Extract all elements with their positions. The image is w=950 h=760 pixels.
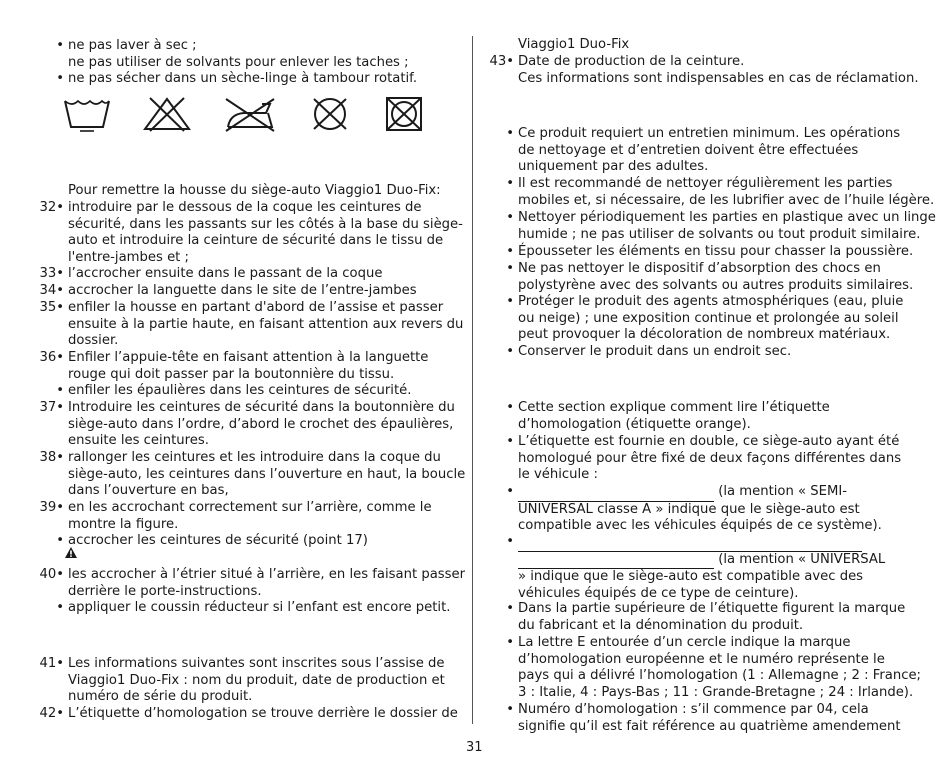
list-item: • L’étiquette est fournie en double, ce siège-auto ayant été homologué pour être fixé de deux façons différentes dans le véhicule : <box>506 434 902 483</box>
semi-universal-item: • (la mention « SEMI- UNIVERSAL classe A » indique que le siège-auto est compatible avec les véhicules équipés de ce système). <box>506 484 882 534</box>
list-item: • Cette section explique comment lire l’étiquette d’homologation (étiquette orange). <box>506 400 830 432</box>
no-dry-clean-icon <box>308 96 352 132</box>
list-item: • ne pas laver à sec ; ne pas utiliser de solvants pour enlever les taches ; <box>56 38 409 70</box>
no-tumble-dry-icon <box>382 96 426 132</box>
step-43: 43• Date de production de la ceinture. Ces informations sont indispensables en cas de réclamation. <box>489 54 919 86</box>
list-item: • La lettre E entourée d’un cercle indique la marque d’homologation européenne et le numéro représente le pays qui a délivré l’homologation (1 : Allemagne ; 2 : France; 3 : Italie, 4 : Pays-Bas ; 11 : Grande-Bretagne ; 24 : Irlande). <box>506 635 921 700</box>
list-item: • Ce produit requiert un entretien minimum. Les opérations de nettoyage et d’entretien doivent être effectuées uniquement par des adultes. <box>506 126 901 175</box>
no-bleach-icon <box>142 96 192 132</box>
step-40: 40• les accrocher à l’étrier situé à l’arrière, en les faisant passer derrière le porte-instructions. <box>39 567 466 599</box>
list-item: • Dans la partie supérieure de l’étiquette figurent la marque du fabricant et la dénomination du produit. <box>506 601 906 633</box>
step-32: 32• introduire par le dessous de la coque les ceintures de sécurité, dans les passants sur les côtés à la base du siège- auto et introduire la ceinture de sécurité dans le tissu de l'entre-jambes et ; <box>39 200 463 265</box>
step-33: 33• l’accrocher ensuite dans le passant de la coque <box>39 266 383 281</box>
blank-line <box>518 534 862 552</box>
blank-line <box>518 552 714 570</box>
list-item: • Épousseter les éléments en tissu pour chasser la poussière. <box>506 244 914 259</box>
step-40b: • appliquer le coussin réducteur si l’enfant est encore petit. <box>56 600 451 615</box>
column-divider <box>472 36 473 724</box>
step-36b: • enfiler les épaulières dans les ceintures de sécurité. <box>56 383 412 398</box>
step-35: 35• enfiler la housse en partant d'abord de l’assise et passer ensuite à la partie haute, en faisant attention aux revers du dossier. <box>39 300 464 349</box>
no-iron-icon <box>222 96 278 132</box>
warning-icon <box>64 546 78 565</box>
step-39b: • accrocher les ceintures de sécurité (point 17) <box>56 533 368 548</box>
step-37: 37• Introduire les ceintures de sécurité dans la boutonnière du siège-auto dans l’ordre, d’abord le crochet des épaulières, ensuite les ceintures. <box>39 400 455 449</box>
page-number: 31 <box>466 740 483 755</box>
universal-item: • (la mention « UNIVERSAL » indique que le siège-auto est compatible avec des véhicules équipés de ce type de ceinture). <box>506 534 886 601</box>
list-item: • Nettoyer périodiquement les parties en plastique avec un linge humide ; ne pas utiliser de solvants ou tout produit similaire. <box>506 210 936 242</box>
care-symbols <box>62 96 426 132</box>
step-39: 39• en les accrochant correctement sur l’arrière, comme le montre la figure. <box>39 500 432 532</box>
step-38: 38• rallonger les ceintures et les introduire dans la coque du siège-auto, les ceintures dans l’ouverture en haut, la boucle dans l’ouverture en bas, <box>39 450 466 499</box>
intro-text: Pour remettre la housse du siège-auto Viaggio1 Duo-Fix: <box>68 183 441 198</box>
blank-line <box>518 484 714 502</box>
text-line: Viaggio1 Duo-Fix <box>518 37 630 52</box>
list-item: • Numéro d’homologation : s’il commence par 04, cela signifie qu’il est fait référence au quatrième amendement <box>506 702 901 734</box>
list-item: • Conserver le produit dans un endroit sec. <box>506 344 792 359</box>
list-item: • ne pas sécher dans un sèche-linge à tambour rotatif. <box>56 71 418 86</box>
list-item: • Il est recommandé de nettoyer régulièrement les parties mobiles et, si nécessaire, de les lubrifier avec de l’huile légère. <box>506 176 935 208</box>
step-36: 36• Enfiler l’appuie-tête en faisant attention à la languette rouge qui doit passer par la boutonnière du tissu. <box>39 350 429 382</box>
list-item: • Protéger le produit des agents atmosphériques (eau, pluie ou neige) ; une exposition continue et prolongée au soleil peut provoquer la décoloration de nombreux matériaux. <box>506 294 904 343</box>
step-42: 42• L’étiquette d’homologation se trouve derrière le dossier de <box>39 706 458 721</box>
list-item: • Ne pas nettoyer le dispositif d’absorption des chocs en polystyrène avec des solvants ou autres produits similaires. <box>506 261 914 293</box>
step-41: 41• Les informations suivantes sont inscrites sous l’assise de Viaggio1 Duo-Fix : nom du produit, date de production et numéro de série du produit. <box>39 656 445 705</box>
wash-30-icon <box>62 96 112 132</box>
step-34: 34• accrocher la languette dans le site de l’entre-jambes <box>39 283 417 298</box>
